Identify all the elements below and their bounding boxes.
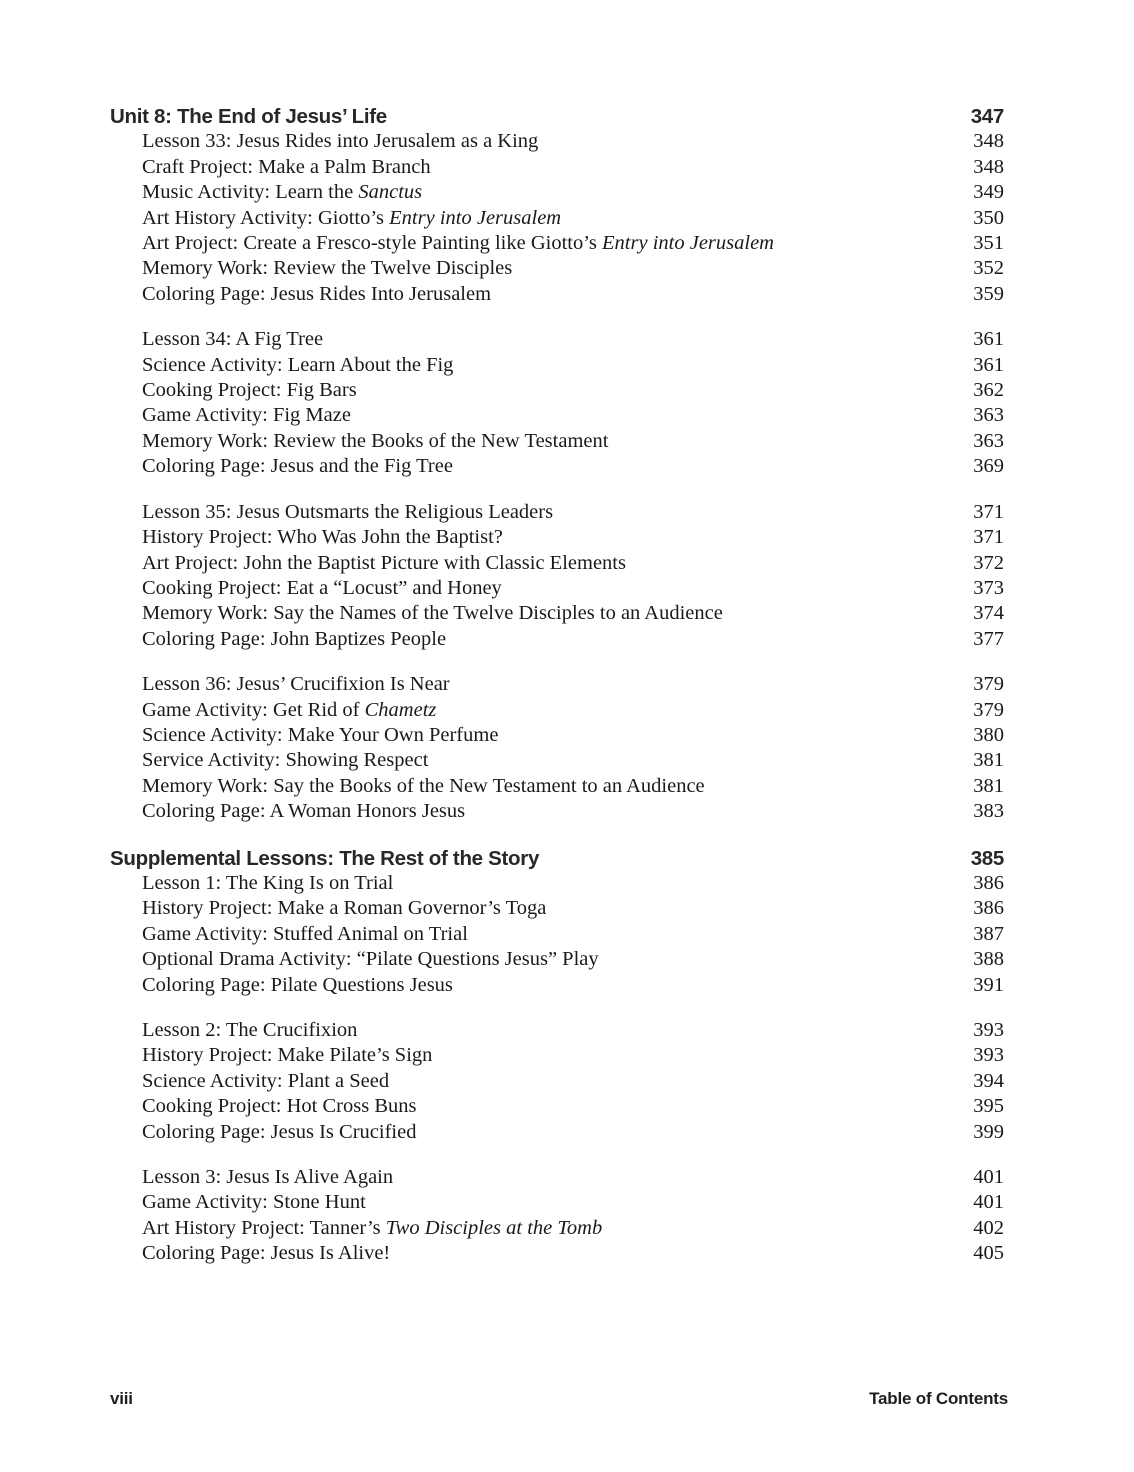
toc-entry — [110, 1120, 1004, 1145]
toc-entry — [110, 947, 1004, 972]
entry-page-number: 386 — [973, 871, 1004, 894]
toc-section — [110, 846, 1004, 1267]
section-page-number: 347 — [970, 105, 1004, 128]
entry-title: Memory Work: Say the Books of the New Testament to an Audience — [142, 774, 705, 797]
toc-entry — [110, 403, 1004, 428]
toc-section — [110, 104, 1004, 825]
toc-entry — [110, 1216, 1004, 1241]
toc-entry — [110, 871, 1004, 896]
toc-entry — [110, 454, 1004, 479]
entry-title: Cooking Project: Eat a “Locust” and Honey — [142, 576, 502, 599]
entry-page-number: 379 — [973, 673, 1004, 696]
section-heading-row — [110, 846, 1004, 871]
entry-page-number: 371 — [973, 500, 1004, 523]
toc-entry — [110, 353, 1004, 378]
toc-entry — [110, 282, 1004, 307]
entry-title: Craft Project: Make a Palm Branch — [142, 155, 431, 178]
toc-entry — [110, 922, 1004, 947]
entry-title: Art Project: Create a Fresco-style Painting like Giotto’s Entry into Jerusalem — [142, 232, 774, 255]
section-page-number: 385 — [970, 846, 1004, 870]
entry-page-number: 348 — [973, 130, 1004, 153]
entry-title: Lesson 2: The Crucifixion — [142, 1019, 358, 1041]
entry-page-number: 361 — [973, 328, 1004, 351]
entry-title: History Project: Make Pilate’s Sign — [142, 1044, 433, 1067]
lesson-group — [110, 1165, 1004, 1267]
entry-title-italic: Sanctus — [358, 181, 423, 204]
entry-page-number: 377 — [973, 627, 1004, 650]
entry-title: History Project: Who Was John the Baptist? — [142, 526, 503, 549]
lesson-group — [110, 129, 1004, 307]
entry-page-number: 369 — [973, 455, 1004, 478]
toc-entry — [110, 155, 1004, 180]
entry-page-number: 381 — [973, 774, 1004, 797]
toc-entry — [110, 748, 1004, 773]
footer-running-title: Table of Contents — [869, 1389, 1008, 1408]
entry-page-number: 351 — [973, 232, 1004, 255]
toc-entry — [110, 698, 1004, 723]
entry-page-number: 391 — [973, 973, 1004, 996]
entry-title: Music Activity: Learn the Sanctus — [142, 181, 423, 204]
entry-title: Coloring Page: Jesus Is Crucified — [142, 1120, 417, 1143]
entry-title: Coloring Page: A Woman Honors Jesus — [142, 800, 466, 823]
toc-entry — [110, 129, 1004, 154]
toc-entry — [110, 896, 1004, 921]
toc-entry — [110, 1094, 1004, 1119]
entry-page-number: 373 — [973, 576, 1004, 599]
toc-entry — [110, 231, 1004, 256]
entry-title-italic: Entry into Jerusalem — [389, 206, 562, 229]
entry-title-italic: Entry into Jerusalem — [602, 232, 774, 255]
entry-title: Lesson 3: Jesus Is Alive Again — [142, 1166, 394, 1189]
toc-entry — [110, 672, 1004, 697]
toc-entry — [110, 256, 1004, 281]
toc-entry — [110, 206, 1004, 231]
entry-page-number: 371 — [973, 526, 1004, 549]
entry-page-number: 387 — [973, 922, 1004, 945]
entry-title: Coloring Page: Jesus Rides Into Jerusalem — [142, 282, 492, 305]
entry-page-number: 359 — [973, 282, 1004, 305]
toc-entry — [110, 1069, 1004, 1094]
entry-title: Lesson 34: A Fig Tree — [142, 328, 324, 351]
toc-entry — [110, 627, 1004, 652]
entry-title: Game Activity: Fig Maze — [142, 404, 351, 427]
entry-title: Game Activity: Stone Hunt — [142, 1191, 366, 1214]
entry-page-number: 348 — [973, 155, 1004, 178]
toc-entry — [110, 1190, 1004, 1215]
entry-page-number: 349 — [973, 181, 1004, 204]
toc-entry — [110, 551, 1004, 576]
entry-title: Cooking Project: Hot Cross Buns — [142, 1095, 417, 1118]
entry-page-number: 363 — [973, 429, 1004, 452]
entry-title: Lesson 33: Jesus Rides into Jerusalem as a King — [142, 130, 539, 153]
entry-title: Coloring Page: John Baptizes People — [142, 627, 447, 650]
entry-page-number: 350 — [973, 206, 1004, 229]
entry-title: Cooking Project: Fig Bars — [142, 379, 357, 402]
entry-page-number: 401 — [973, 1166, 1004, 1189]
entry-title: Coloring Page: Jesus and the Fig Tree — [142, 455, 453, 478]
entry-page-number: 383 — [973, 800, 1004, 823]
toc-entry — [110, 500, 1004, 525]
page-footer — [110, 1389, 1008, 1409]
footer-page-number: viii — [110, 1389, 133, 1408]
toc-entry — [110, 429, 1004, 454]
toc-entry — [110, 774, 1004, 799]
lesson-group — [110, 672, 1004, 824]
entry-page-number: 379 — [973, 698, 1004, 721]
entry-page-number: 399 — [973, 1120, 1004, 1143]
entry-page-number: 401 — [973, 1191, 1004, 1214]
toc-entry — [110, 1241, 1004, 1266]
section-title: Unit 8: The End of Jesus’ Life — [110, 105, 387, 128]
lesson-group — [110, 1018, 1004, 1145]
entry-title: Lesson 36: Jesus’ Crucifixion Is Near — [142, 673, 450, 696]
lesson-group — [110, 327, 1004, 479]
toc-entry — [110, 576, 1004, 601]
table-of-contents — [110, 104, 1004, 1267]
entry-page-number: 362 — [973, 379, 1004, 402]
entry-title: Science Activity: Learn About the Fig — [142, 353, 454, 376]
entry-title: Game Activity: Get Rid of Chametz — [142, 698, 437, 721]
entry-page-number: 361 — [973, 353, 1004, 376]
toc-entry — [110, 327, 1004, 352]
entry-title: Service Activity: Showing Respect — [142, 749, 429, 772]
entry-title: Art History Activity: Giotto’s Entry into Jerusalem — [142, 206, 562, 229]
entry-page-number: 393 — [973, 1044, 1004, 1067]
entry-title: Memory Work: Review the Twelve Disciples — [142, 257, 513, 280]
toc-entry — [110, 799, 1004, 824]
entry-title: Art History Project: Tanner’s Two Disciples at the Tomb — [142, 1216, 603, 1239]
section-heading-row — [110, 104, 1004, 129]
entry-title: Game Activity: Stuffed Animal on Trial — [142, 922, 468, 945]
entry-page-number: 374 — [973, 602, 1004, 625]
toc-entry — [110, 180, 1004, 205]
entry-title: Memory Work: Review the Books of the New Testament — [142, 429, 609, 452]
entry-title: Coloring Page: Pilate Questions Jesus — [142, 973, 453, 996]
entry-title: Art Project: John the Baptist Picture with Classic Elements — [142, 551, 626, 574]
entry-title-italic: Chametz — [364, 698, 437, 721]
entry-page-number: 402 — [973, 1216, 1004, 1239]
entry-page-number: 405 — [973, 1242, 1004, 1265]
lesson-group — [110, 500, 1004, 652]
entry-title-italic: Two Disciples at the Tomb — [385, 1216, 603, 1239]
lesson-group — [110, 871, 1004, 998]
toc-entry — [110, 601, 1004, 626]
entry-title: History Project: Make a Roman Governor’s Toga — [142, 897, 547, 920]
entry-page-number: 372 — [973, 551, 1004, 574]
toc-entry — [110, 1165, 1004, 1190]
entry-page-number: 395 — [973, 1095, 1004, 1118]
toc-entry — [110, 1043, 1004, 1068]
entry-page-number: 381 — [973, 749, 1004, 772]
entry-title: Science Activity: Make Your Own Perfume — [142, 723, 499, 746]
entry-page-number: 386 — [973, 897, 1004, 920]
entry-title: Memory Work: Say the Names of the Twelve Disciples to an Audience — [142, 602, 723, 625]
entry-title: Optional Drama Activity: “Pilate Questions Jesus” Play — [142, 948, 599, 971]
entry-page-number: 352 — [973, 257, 1004, 280]
entry-page-number: 363 — [973, 404, 1004, 427]
entry-title: Coloring Page: Jesus Is Alive! — [142, 1242, 391, 1265]
entry-title: Lesson 35: Jesus Outsmarts the Religious Leaders — [142, 500, 554, 523]
toc-entry — [110, 973, 1004, 998]
entry-page-number: 393 — [973, 1019, 1004, 1041]
toc-entry — [110, 1018, 1004, 1043]
toc-entry — [110, 378, 1004, 403]
section-title: Supplemental Lessons: The Rest of the Story — [110, 846, 540, 870]
entry-title: Lesson 1: The King Is on Trial — [142, 871, 394, 894]
entry-page-number: 388 — [973, 948, 1004, 971]
entry-page-number: 394 — [973, 1069, 1004, 1092]
entry-page-number: 380 — [973, 723, 1004, 746]
entry-title: Science Activity: Plant a Seed — [142, 1069, 390, 1092]
toc-entry — [110, 525, 1004, 550]
toc-entry — [110, 723, 1004, 748]
